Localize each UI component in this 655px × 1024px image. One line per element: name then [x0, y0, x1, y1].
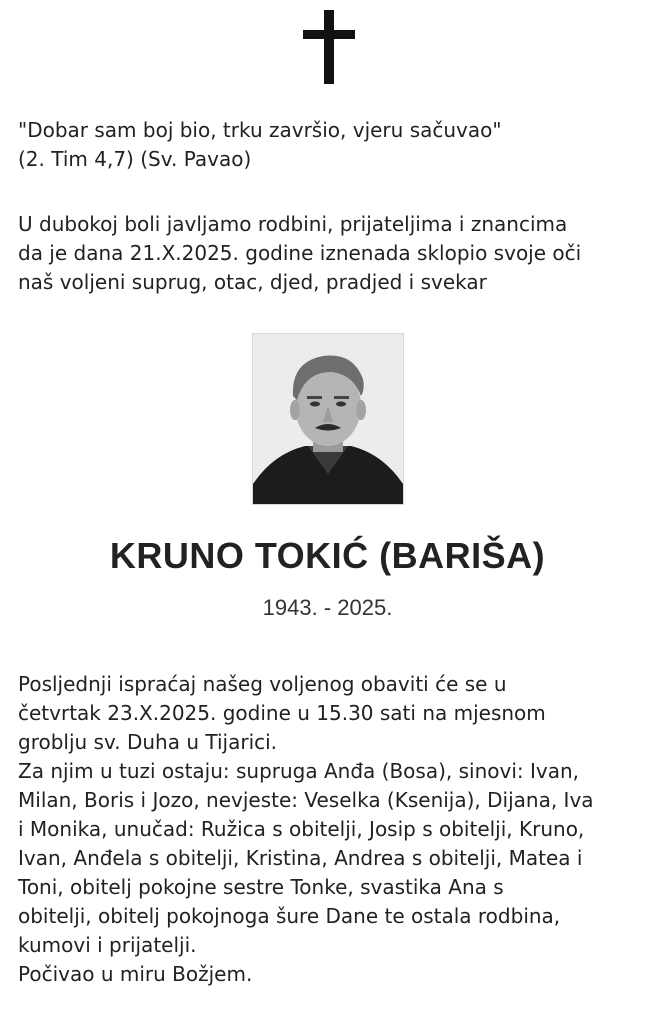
- quote-reference: (2. Tim 4,7) (Sv. Pavao): [18, 147, 252, 171]
- mourners-line: Toni, obitelj pokojne sestre Tonke, svastika Ana s: [18, 875, 504, 899]
- mourners-line: Milan, Boris i Jozo, nevjeste: Veselka (Ksenija), Dijana, Iva: [18, 788, 594, 812]
- bible-quote: [18, 116, 643, 174]
- funeral-details: [18, 670, 643, 989]
- funeral-line: Posljednji ispraćaj našeg voljenog obaviti će se u: [18, 672, 507, 696]
- intro-line: U dubokoj boli javljamo rodbini, prijateljima i znancima: [18, 212, 568, 236]
- life-years: 1943. - 2025.: [262, 595, 393, 620]
- mourners-line: i Monika, unučad: Ružica s obitelji, Josip s obitelji, Kruno,: [18, 817, 585, 841]
- funeral-line: četvrtak 23.X.2025. godine u 15.30 sati na mjesnom: [18, 701, 546, 725]
- cross-icon: [303, 10, 355, 84]
- announcement-intro: [18, 210, 643, 297]
- mourners-line: kumovi i prijatelji.: [18, 933, 197, 957]
- closing-line: Počivao u miru Božjem.: [18, 962, 253, 986]
- funeral-line: groblju sv. Duha u Tijarici.: [18, 730, 278, 754]
- quote-line: "Dobar sam boj bio, trku završio, vjeru sačuvao": [18, 118, 502, 142]
- intro-line: naš voljeni suprug, otac, djed, pradjed i svekar: [18, 270, 487, 294]
- deceased-name: KRUNO TOKIĆ (BARIŠA): [109, 535, 546, 576]
- deceased-portrait-photo: [252, 333, 404, 505]
- intro-line: da je dana 21.X.2025. godine iznenada sklopio svoje oči: [18, 241, 582, 265]
- mourners-line: Ivan, Anđela s obitelji, Kristina, Andrea s obitelji, Matea i: [18, 846, 583, 870]
- mourners-line: Za njim u tuzi ostaju: supruga Anđa (Bosa), sinovi: Ivan,: [18, 759, 580, 783]
- mourners-line: obitelji, obitelj pokojnoga šure Dane te ostala rodbina,: [18, 904, 561, 928]
